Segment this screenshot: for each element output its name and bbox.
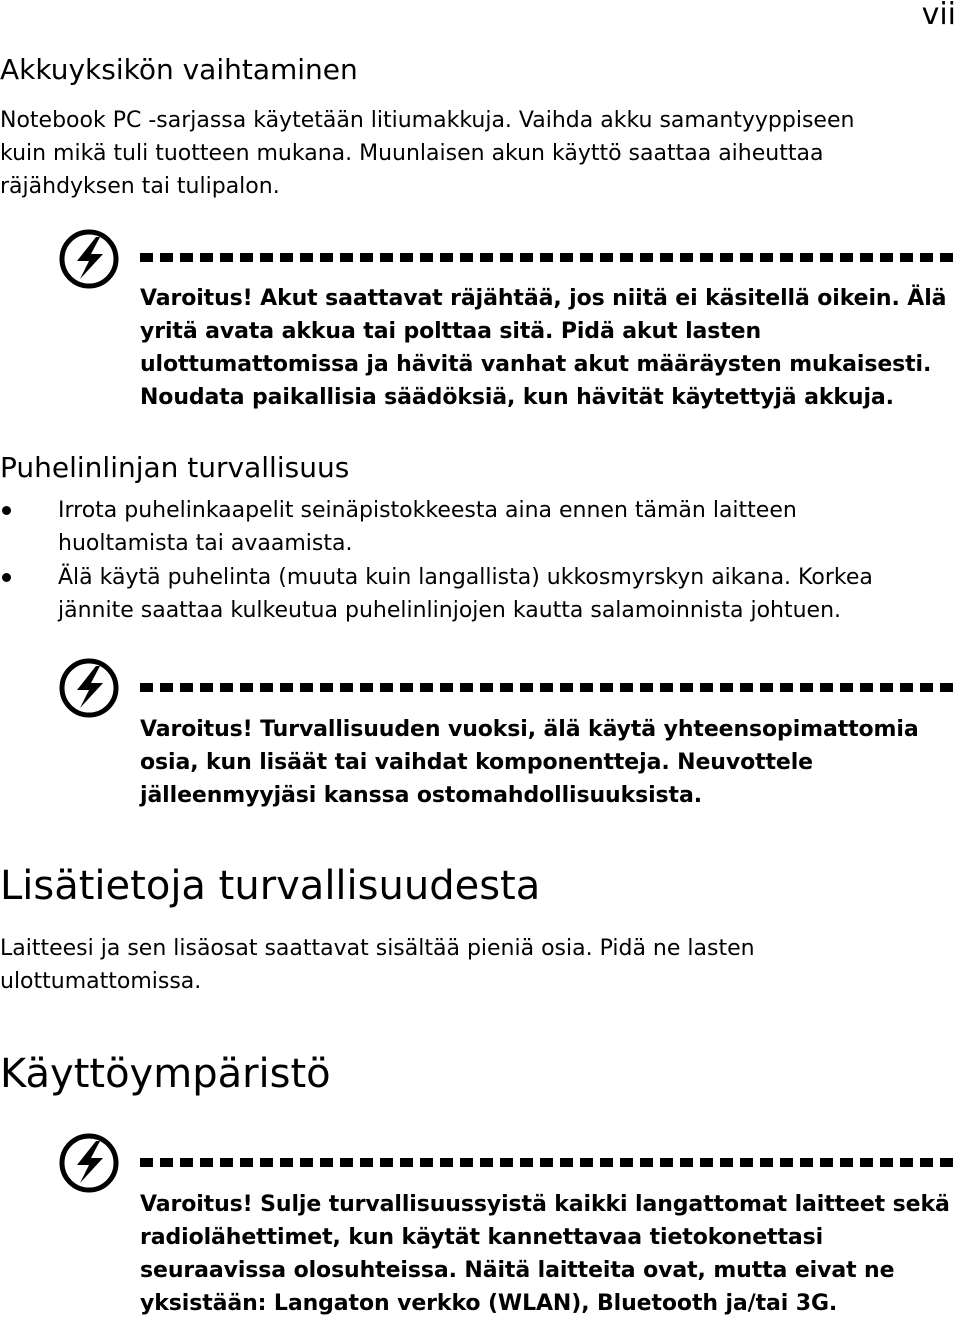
- safety-paragraph: [0, 932, 950, 998]
- battery-paragraph-line: räjähdyksen tai tulipalon.: [0, 174, 280, 199]
- bullet-line: jännite saattaa kulkeutua puhelinlinjojen kautta salamoinnista johtuen.: [58, 598, 842, 623]
- heading-operating-environment: Käyttöympäristö: [0, 1051, 331, 1097]
- lightning-warning-icon: [58, 1130, 124, 1196]
- list-item: [0, 561, 958, 627]
- page-number: vii: [921, 0, 956, 32]
- battery-warning-line: Noudata paikallisia säädöksiä, kun hävität käytettyjä akkuja.: [140, 385, 894, 410]
- phone-warning-line: jälleenmyyjäsi kanssa ostomahdollisuuksista.: [140, 783, 702, 808]
- warning-dashed-rule: [140, 1158, 960, 1167]
- environment-warning: [140, 1188, 958, 1320]
- phone-warning-line: osia, kun lisäät tai vaihdat komponentteja. Neuvottele: [140, 750, 814, 775]
- environment-warning-line: Varoitus! Sulje turvallisuussyistä kaikki langattomat laitteet sekä: [140, 1192, 950, 1217]
- battery-warning-line: yritä avata akkua tai polttaa sitä. Pidä akut lasten: [140, 319, 762, 344]
- heading-battery-replacement: Akkuyksikön vaihtaminen: [0, 53, 358, 86]
- bullet-line: huoltamista tai avaamista.: [58, 531, 353, 556]
- battery-paragraph-line: kuin mikä tuli tuotteen mukana. Muunlaisen akun käyttö saattaa aiheuttaa: [0, 141, 824, 166]
- bullet-line: Älä käytä puhelinta (muuta kuin langallista) ukkosmyrskyn aikana. Korkea: [58, 565, 873, 590]
- lightning-warning-icon: [58, 655, 124, 721]
- battery-paragraph-line: Notebook PC -sarjassa käytetään litiumakkuja. Vaihda akku samantyyppiseen: [0, 108, 855, 133]
- safety-paragraph-line: Laitteesi ja sen lisäosat saattavat sisältää pieniä osia. Pidä ne lasten: [0, 936, 755, 961]
- warning-dashed-rule: [140, 683, 960, 692]
- bullet-line: Irrota puhelinkaapelit seinäpistokkeesta aina ennen tämän laitteen: [58, 498, 797, 523]
- bullet-icon: [2, 506, 11, 515]
- battery-paragraph: [0, 104, 950, 203]
- lightning-warning-icon: [58, 226, 124, 292]
- battery-warning-line: ulottumattomissa ja hävitä vanhat akut määräysten mukaisesti.: [140, 352, 932, 377]
- heading-additional-safety: Lisätietoja turvallisuudesta: [0, 863, 541, 909]
- battery-warning: [140, 282, 958, 414]
- heading-phone-line-safety: Puhelinlinjan turvallisuus: [0, 451, 350, 484]
- warning-dashed-rule: [140, 253, 960, 262]
- phone-warning-line: Varoitus! Turvallisuuden vuoksi, älä käytä yhteensopimattomia: [140, 717, 919, 742]
- phone-bullet-list: [0, 494, 958, 628]
- list-item: [0, 494, 958, 560]
- environment-warning-line: yksistään: Langaton verkko (WLAN), Bluetooth ja/tai 3G.: [140, 1291, 838, 1316]
- battery-warning-line: Varoitus! Akut saattavat räjähtää, jos niitä ei käsitellä oikein. Älä: [140, 286, 947, 311]
- bullet-icon: [2, 573, 11, 582]
- environment-warning-line: radiolähettimet, kun käytät kannettavaa tietokonettasi: [140, 1225, 824, 1250]
- safety-paragraph-line: ulottumattomissa.: [0, 969, 202, 994]
- phone-warning: [140, 713, 958, 812]
- environment-warning-line: seuraavissa olosuhteissa. Näitä laitteita ovat, mutta eivat ne: [140, 1258, 895, 1283]
